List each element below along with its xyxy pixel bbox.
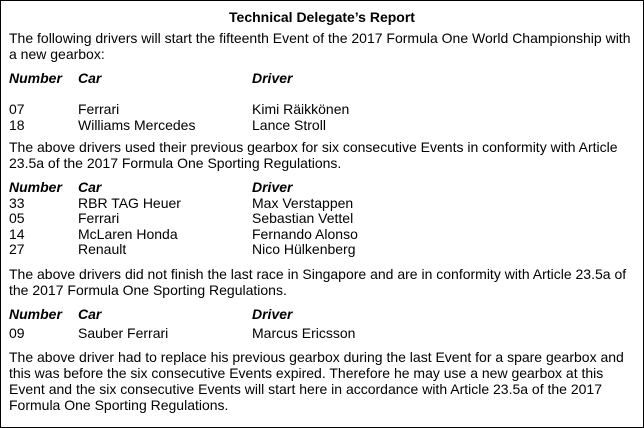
gearbox-table-replaced: [9, 307, 635, 342]
driver-number: 33: [9, 194, 25, 211]
header-driver: Driver: [252, 179, 293, 195]
table-row: [9, 326, 635, 342]
driver-name: Fernando Alonso: [252, 225, 358, 242]
driver-number: 27: [9, 241, 25, 257]
intro-paragraph: The following drivers will start the fifteenth Event of the 2017 Formula One World Championship with a new gearbox:: [9, 30, 631, 62]
car-name: McLaren Honda: [78, 225, 178, 242]
car-name: Renault: [78, 241, 127, 257]
table-row: [9, 102, 635, 118]
driver-name: Lance Stroll: [252, 116, 326, 133]
car-name: Ferrari: [78, 101, 120, 117]
driver-number: 07: [9, 101, 25, 117]
driver-name: Kimi Räikkönen: [252, 101, 350, 117]
header-driver: Driver: [252, 305, 293, 322]
header-car: Car: [78, 70, 102, 86]
note-paragraph-1: The above drivers used their previous gearbox for six consecutive Events in conformity with Article 23.5a of the 2017 Formula One Sporting Regulations.: [9, 139, 618, 171]
header-number: Number: [9, 179, 62, 195]
table-row: [9, 242, 635, 258]
table-row: [9, 118, 635, 134]
car-name: RBR TAG Heuer: [78, 194, 181, 211]
note-paragraph-3: The above driver had to replace his previous gearbox during the last Event for a spare gearbox and this was before the six consecutive Events expired. Therefore he may use a new gearbox at this Event and the six consecutive Events will start here in accordance with Article 23.5a of the 2017 Formula One Sporting Regulations.: [9, 348, 624, 413]
note-paragraph-2: The above drivers did not finish the last race in Singapore and are in conformity with Article 23.5a of the 2017 Formula One Sporting Regulations.: [9, 265, 627, 298]
header-number: Number: [9, 305, 62, 322]
car-name: Williams Mercedes: [78, 116, 196, 133]
table-header-row: [9, 180, 635, 196]
gearbox-table-new: [9, 71, 635, 133]
driver-number: 14: [9, 225, 25, 242]
driver-number: 18: [9, 116, 25, 133]
driver-name: Nico Hülkenberg: [252, 241, 356, 257]
header-car: Car: [78, 179, 102, 195]
table-header-row: [9, 307, 635, 327]
car-name: Ferrari: [78, 210, 120, 226]
driver-name: Max Verstappen: [252, 194, 354, 211]
driver-number: 09: [9, 325, 25, 341]
driver-name: Sebastian Vettel: [252, 210, 354, 226]
header-driver: Driver: [252, 70, 293, 86]
table-row: [9, 211, 635, 227]
report-title: Technical Delegate’s Report: [229, 9, 415, 25]
table-header-row: [9, 71, 635, 87]
header-car: Car: [78, 305, 102, 322]
table-spacer-row: [9, 87, 635, 103]
car-name: Sauber Ferrari: [78, 325, 169, 341]
driver-number: 05: [9, 210, 25, 226]
driver-name: Marcus Ericsson: [252, 325, 356, 341]
header-number: Number: [9, 70, 62, 86]
table-row: [9, 227, 635, 243]
gearbox-table-six-events: [9, 180, 635, 258]
table-row: [9, 196, 635, 212]
